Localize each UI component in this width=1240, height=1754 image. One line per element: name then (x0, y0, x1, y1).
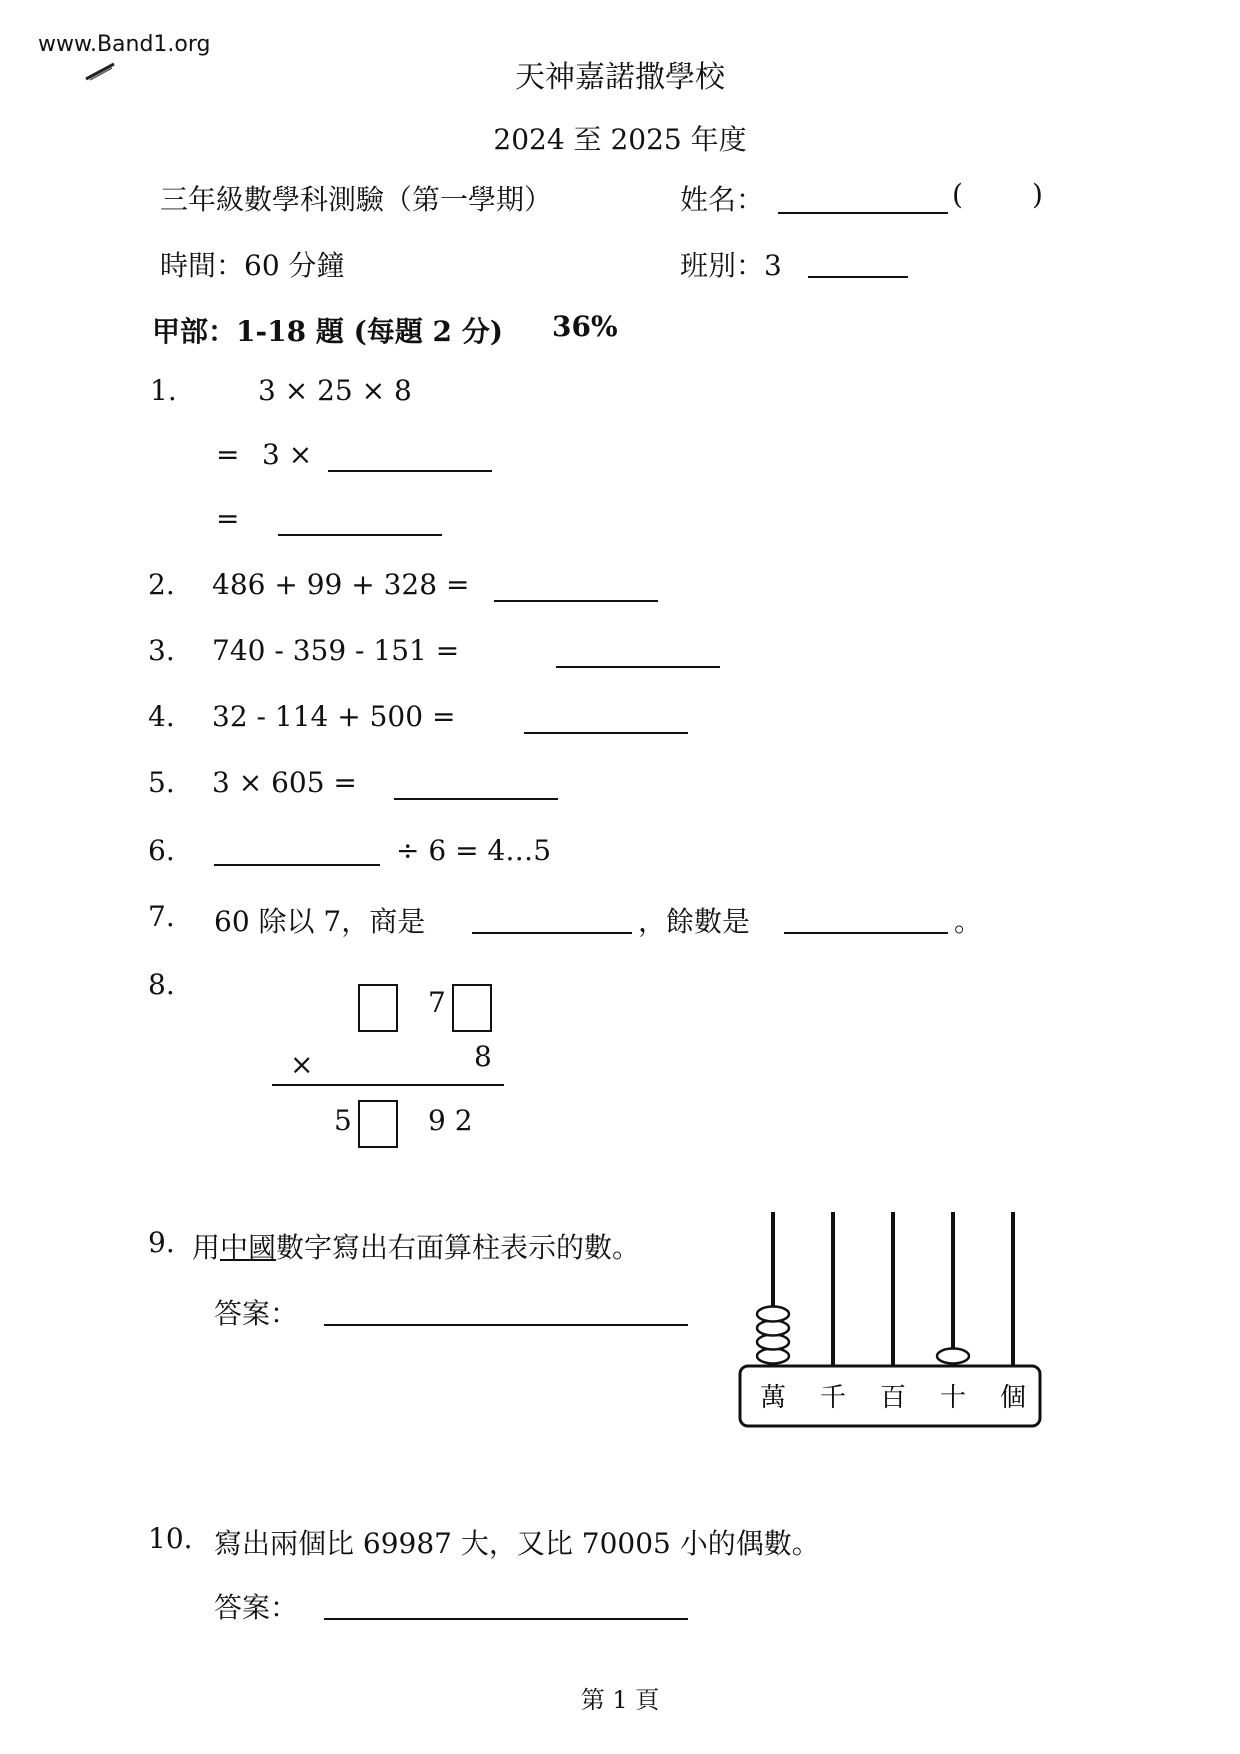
q9-text-underlined: 中國 (220, 1231, 277, 1264)
q1-equals-2: = (216, 502, 240, 535)
q1-line2-prefix: 3 × (262, 438, 313, 471)
class-blank[interactable] (808, 276, 908, 278)
q7-number: 7. (148, 900, 175, 933)
watermark-text: www.Band1.org (38, 32, 211, 57)
q8-multiplier: 8 (474, 1040, 492, 1073)
q8-top-digit: 7 (428, 986, 446, 1019)
section-title: 甲部：1-18 題 (每題 2 分) (152, 315, 504, 348)
q10-answer-label: 答案： (214, 1591, 299, 1624)
q1-expression: 3 × 25 × 8 (258, 374, 412, 407)
q8-rule (272, 1084, 504, 1086)
q3-blank[interactable] (556, 666, 720, 668)
q8-result-rest: 9 2 (428, 1104, 473, 1137)
section-percent: 36% (552, 310, 618, 343)
q10-text: 寫出兩個比 69987 大，又比 70005 小的偶數。 (214, 1527, 820, 1560)
q4-blank[interactable] (524, 732, 688, 734)
q7-prefix: 60 除以 7，商是 (214, 905, 426, 938)
q1-equals-1: = (216, 438, 240, 471)
school-name: 天神嘉諾撒學校 (515, 60, 725, 95)
q5-blank[interactable] (394, 798, 558, 800)
q7-end: 。 (954, 905, 983, 938)
q7-middle: ，餘數是 (638, 905, 751, 938)
q1-blank-2[interactable] (278, 534, 442, 536)
abacus-label-thousands: 千 (819, 1383, 847, 1413)
paren-open: ( (952, 178, 963, 211)
name-blank[interactable] (778, 212, 948, 214)
abacus-label-ten-thousands: 萬 (759, 1383, 787, 1413)
q9-answer-label: 答案： (214, 1297, 299, 1330)
name-label: 姓名： (680, 183, 765, 216)
q4-number: 4. (148, 700, 175, 733)
abacus-bead-ten-thousands (757, 1307, 789, 1322)
page-number: 第 1 頁 (580, 1686, 660, 1714)
q8-box-ones-top[interactable] (452, 984, 492, 1032)
q9-text-b: 數字寫出右面算柱表示的數。 (276, 1231, 641, 1264)
class-label: 班別：3 (680, 249, 782, 282)
q10-number: 10. (148, 1522, 193, 1555)
q8-times-sign: × (290, 1048, 314, 1081)
q7-remainder-blank[interactable] (784, 932, 948, 934)
q1-blank-1[interactable] (328, 470, 492, 472)
q9-text (192, 1226, 640, 1266)
paren-close: ) (1032, 178, 1043, 211)
test-title: 三年級數學科測驗（第一學期） (160, 183, 553, 216)
q10-answer-blank[interactable] (324, 1618, 688, 1620)
q6-number: 6. (148, 834, 175, 867)
q2-number: 2. (148, 568, 175, 601)
q3-number: 3. (148, 634, 175, 667)
abacus-label-tens: 十 (939, 1383, 967, 1413)
q9-answer-blank[interactable] (324, 1324, 688, 1326)
abacus-figure (730, 1210, 1050, 1432)
q6-blank[interactable] (214, 864, 380, 866)
q1-number: 1. (150, 374, 177, 407)
q9-text-a: 用 (192, 1231, 221, 1264)
q3-expression: 740 - 359 - 151 = (212, 634, 460, 667)
q7-quotient-blank[interactable] (472, 932, 632, 934)
school-year: 2024 至 2025 年度 (493, 123, 747, 156)
q8-box-result[interactable] (358, 1100, 398, 1148)
q4-expression: 32 - 114 + 500 = (212, 700, 456, 733)
q9-number: 9. (148, 1226, 175, 1259)
q5-number: 5. (148, 766, 175, 799)
q2-expression: 486 + 99 + 328 = (212, 568, 470, 601)
abacus-label-ones: 個 (999, 1383, 1027, 1413)
q8-number: 8. (148, 968, 175, 1001)
abacus-label-hundreds: 百 (879, 1383, 907, 1413)
q5-expression: 3 × 605 = (212, 766, 357, 799)
q8-box-hundreds-top[interactable] (358, 984, 398, 1032)
q2-blank[interactable] (494, 600, 658, 602)
time-label: 時間：60 分鐘 (160, 249, 345, 282)
abacus-bead-tens (937, 1349, 969, 1364)
q8-result-first: 5 (334, 1104, 352, 1137)
q6-expression: ÷ 6 = 4…5 (396, 834, 552, 867)
